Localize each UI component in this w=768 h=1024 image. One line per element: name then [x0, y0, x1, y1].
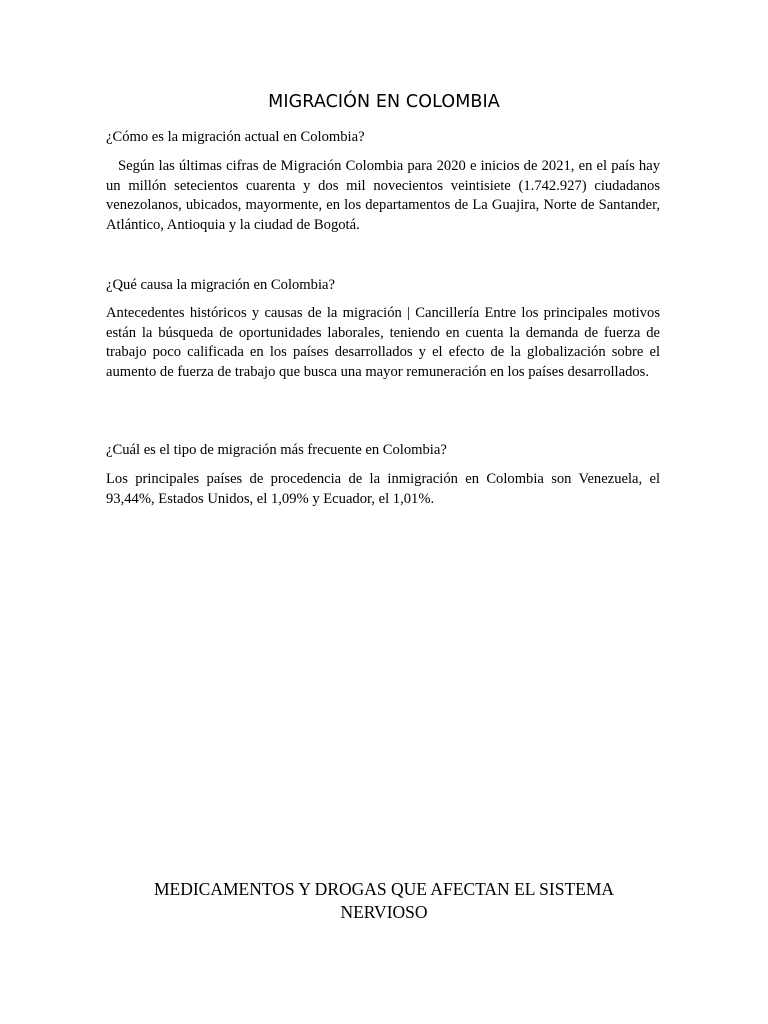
page-title: MIGRACIÓN EN COLOMBIA: [268, 92, 500, 112]
next-page-title: [100, 878, 668, 924]
section-1-answer: Según las últimas cifras de Migración Colombia para 2020 e inicios de 2021, en el país hay un millón setecientos cuarenta y dos mil novecientos veintisiete (1.742.927) ciudadanos venezolanos, ubicados, mayormente, en los departamentos de La Guajira, Norte de Santander, Atlántico, Antioquia y la ciudad de Bogotá.: [106, 158, 660, 233]
section-2-answer: Antecedentes históricos y causas de la migración | Cancillería Entre los principales motivos están la búsqueda de oportunidades laborales, teniendo en cuenta la demanda de fuerza de trabajo poco calificada en los países desarrollados y el efecto de la globalización sobre el aumento de fuerza de trabajo que busca una mayor remuneración en los países desarrollados.: [106, 305, 660, 380]
next-page-title-line-1: MEDICAMENTOS Y DROGAS QUE AFECTAN EL SISTEMA: [153, 879, 615, 899]
section-1-question: ¿Cómo es la migración actual en Colombia?: [106, 129, 365, 145]
section-3-answer: Los principales países de procedencia de la inmigración en Colombia son Venezuela, el 93,44%, Estados Unidos, el 1,09% y Ecuador, el 1,01%.: [106, 471, 660, 507]
section-2-answer-block: [106, 304, 660, 382]
section-3-question: ¿Cuál es el tipo de migración más frecuente en Colombia?: [106, 442, 447, 458]
section-1-answer-block: [106, 157, 660, 235]
next-page-title-line-2: NERVIOSO: [340, 902, 428, 922]
section-2-question: ¿Qué causa la migración en Colombia?: [106, 277, 335, 293]
section-3-answer-block: [106, 470, 660, 509]
